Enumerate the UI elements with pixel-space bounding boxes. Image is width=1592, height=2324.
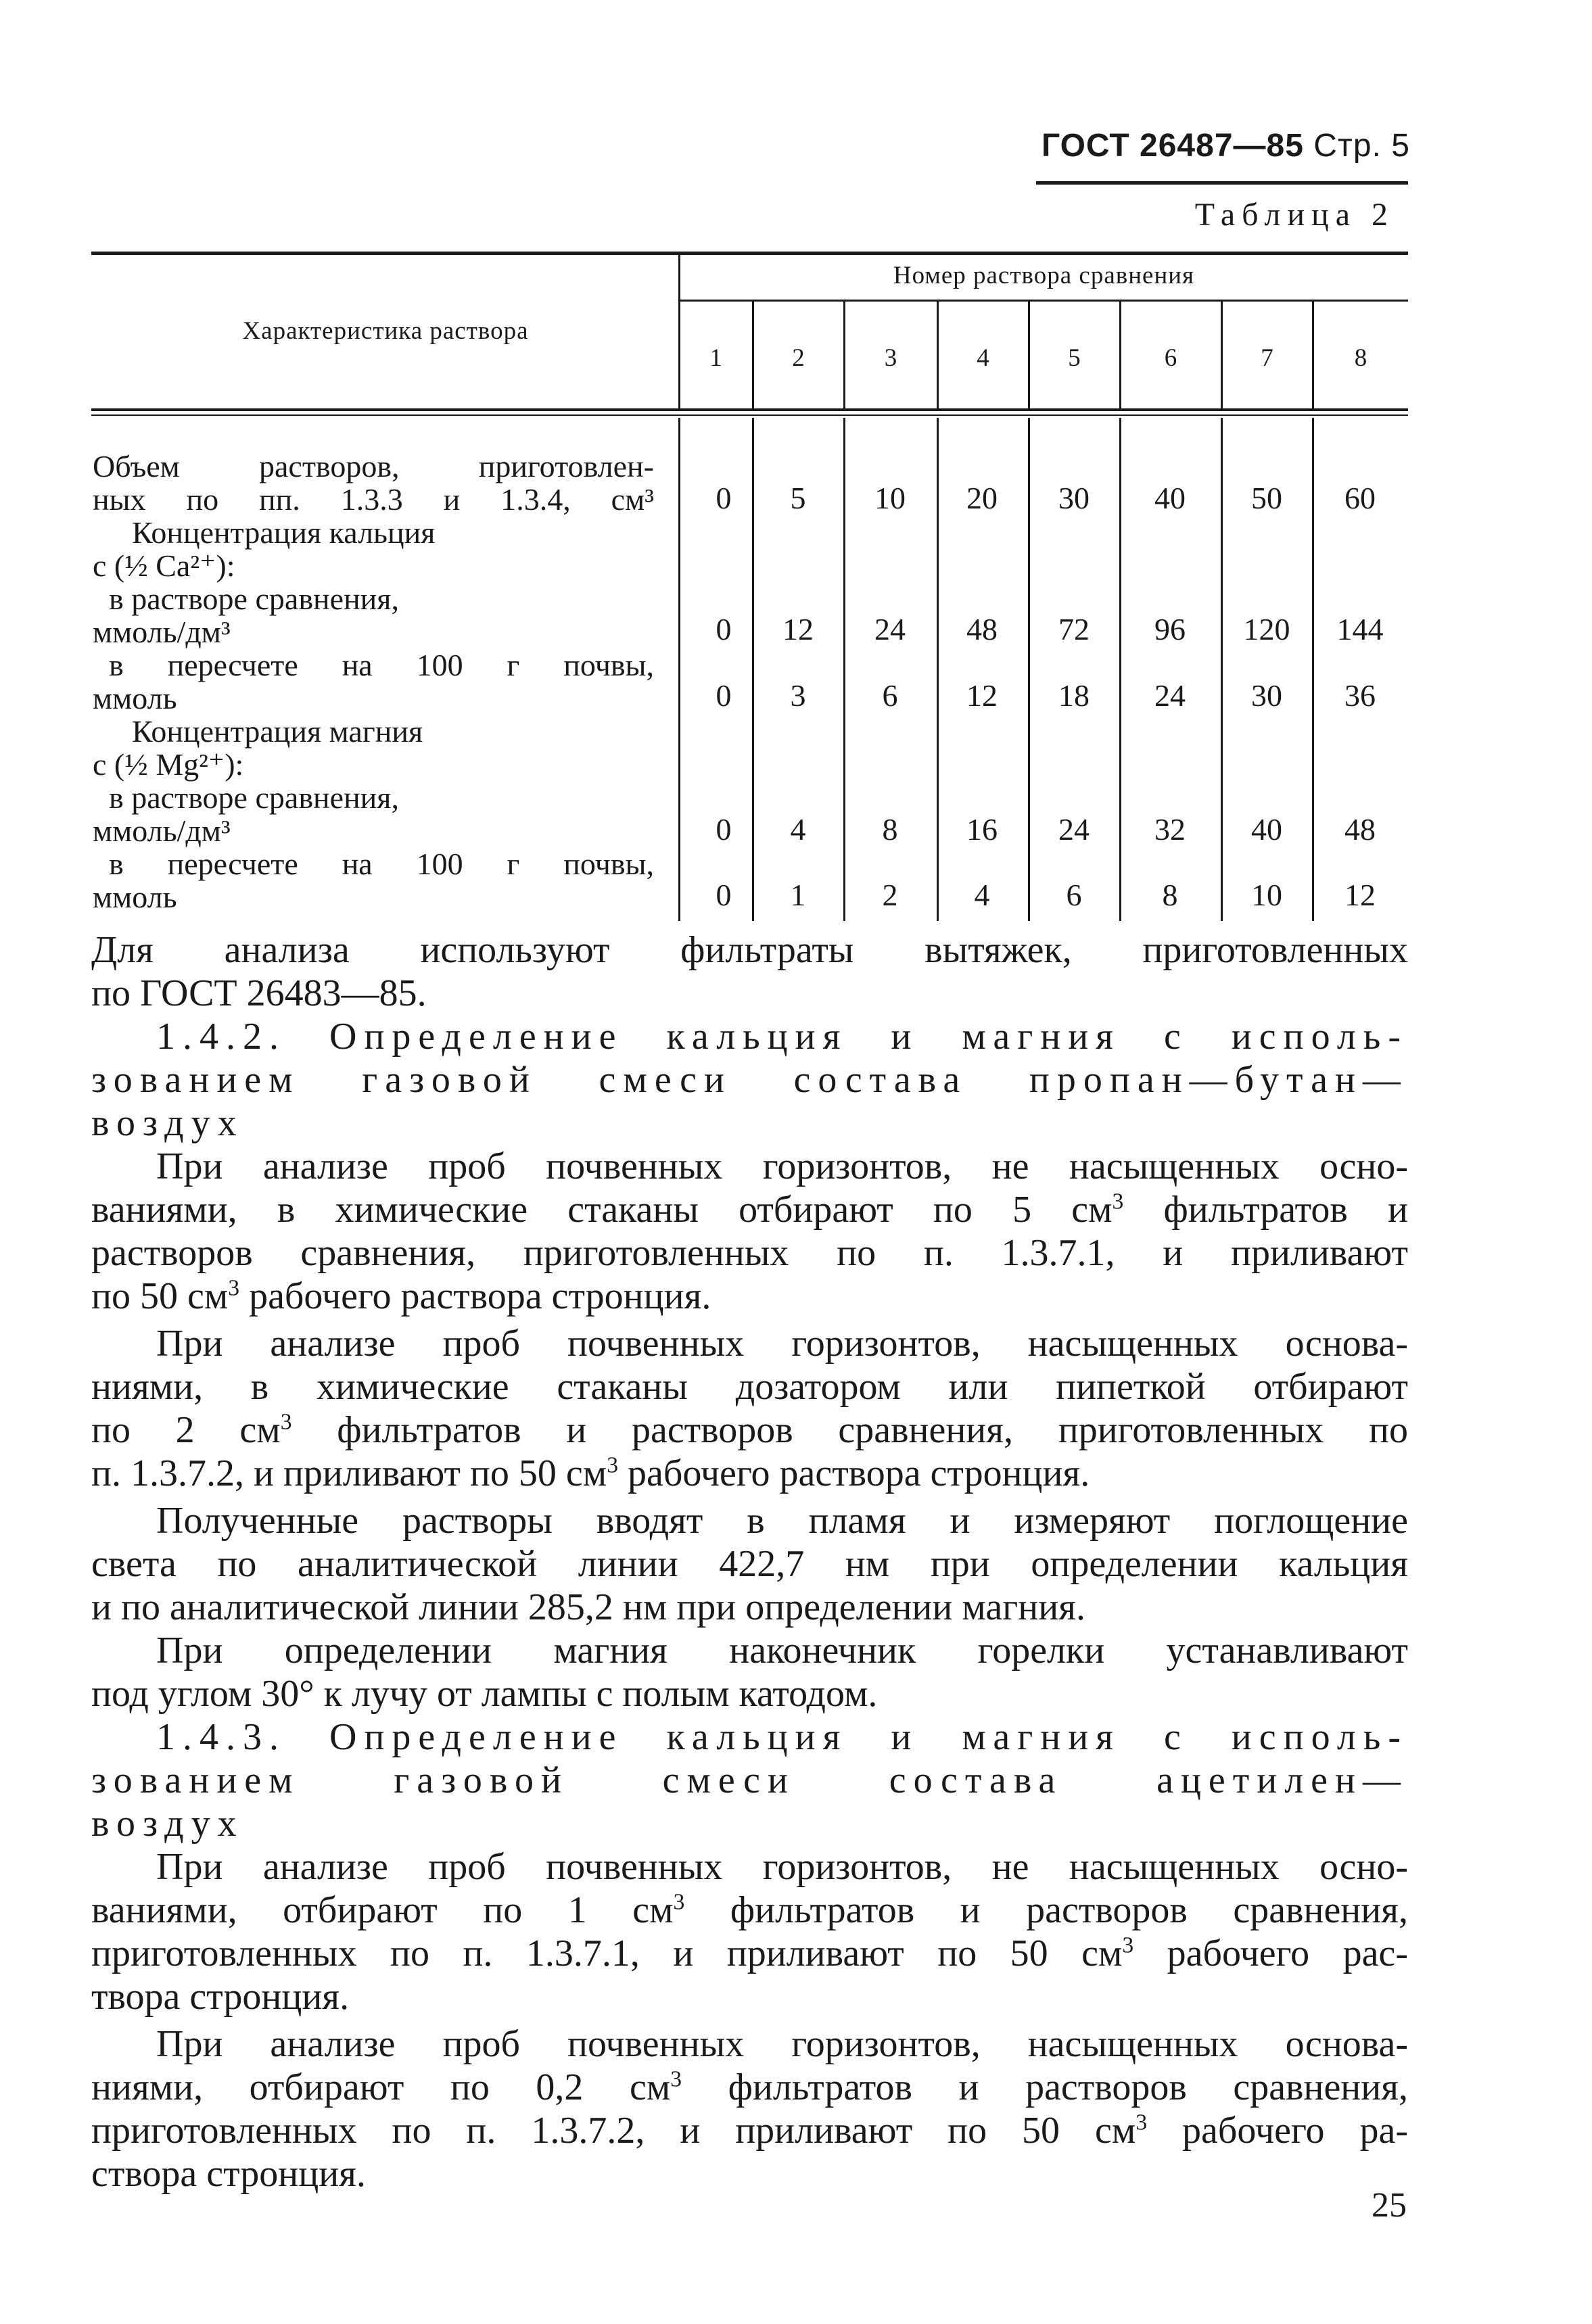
table-cell: 10 xyxy=(874,481,906,515)
row-label: в пересчете на 100 г почвы, xyxy=(109,847,654,881)
column-divider xyxy=(1028,418,1030,921)
table-cell: 24 xyxy=(1154,678,1186,713)
row-label: с (½ Mg²⁺): xyxy=(93,747,244,782)
table-cell: 40 xyxy=(1251,812,1282,847)
paragraph-line: по 2 $см^3$ фильтратов и растворов сравнения, приготовленных по xyxy=(91,1409,1408,1451)
section-heading: воздух xyxy=(91,1102,244,1144)
column-header: 1 xyxy=(709,344,723,372)
paragraph-line: створа стронция. xyxy=(91,2153,366,2195)
column-divider xyxy=(1221,418,1223,921)
table-cell: 96 xyxy=(1154,612,1186,646)
row-header: Характеристика раствора xyxy=(242,317,529,345)
row-label: ных по пп. 1.3.3 и 1.3.4, см³ xyxy=(93,482,654,517)
column-header: 2 xyxy=(792,344,805,372)
page-header xyxy=(1041,127,1410,164)
paragraph-line: твора стронция. xyxy=(91,1976,350,2018)
column-divider xyxy=(843,418,845,921)
paragraph-line: ваниями, отбирают по 1 $см^3$ фильтратов и растворов сравнения, xyxy=(91,1889,1409,1931)
table-cell: 24 xyxy=(1058,812,1090,847)
paragraph-line: и по аналитической линии 285,2 нм при определении магния. xyxy=(91,1586,1085,1628)
table-cell: 10 xyxy=(1251,878,1282,912)
paragraph-line: приготовленных по п. 1.3.7.1, и приливают по 50 $см^3$ рабочего рас- xyxy=(91,1932,1408,1974)
table-cell: 1 xyxy=(790,878,806,912)
row-label: ммоль/дм³ xyxy=(93,813,231,848)
standard-code: ГОСТ 26487—85 xyxy=(1041,128,1304,164)
paragraph-line: ниями, в химические стаканы дозатором или пипеткой отбирают xyxy=(91,1366,1408,1408)
table-cell: 8 xyxy=(1162,878,1178,912)
paragraph-line: При определении магния наконечник горелки устанавливают xyxy=(156,1630,1408,1671)
row-label: Концентрация магния xyxy=(132,714,423,749)
table-cell: 30 xyxy=(1058,481,1090,515)
column-divider xyxy=(678,418,680,921)
paragraph-line: Для анализа используют фильтраты вытяжек, приготовленных xyxy=(91,929,1408,971)
paragraph-line: растворов сравнения, приготовленных по п. 1.3.7.1, и приливают xyxy=(91,1232,1408,1274)
table-cell: 48 xyxy=(966,612,998,646)
table-cell: 60 xyxy=(1344,481,1376,515)
row-label: Объем растворов, приготовлен- xyxy=(93,449,654,483)
table-cell: 3 xyxy=(790,678,806,713)
header-page: Стр. 5 xyxy=(1313,128,1410,164)
row-label: Концентрация кальция xyxy=(132,515,436,550)
table-cell: 144 xyxy=(1336,612,1384,646)
paragraph-line: ваниями, в химические стаканы отбирают по 5 $см^3$ фильтратов и xyxy=(91,1189,1408,1231)
table-cell: 20 xyxy=(966,481,998,515)
table-top-rule xyxy=(91,252,1408,255)
column-divider xyxy=(1312,418,1314,921)
table-cell: 0 xyxy=(716,678,732,713)
table-cell: 72 xyxy=(1058,612,1090,646)
table-cell: 50 xyxy=(1251,481,1282,515)
section-heading: 1.4.3. Определение кальция и магния с исполь- xyxy=(156,1716,1408,1758)
table-cell: 6 xyxy=(1066,878,1082,912)
table-subheader-rule xyxy=(680,300,1408,302)
row-label: ммоль/дм³ xyxy=(93,615,231,649)
column-header: 6 xyxy=(1164,344,1178,372)
section-heading: зованием газовой смеси состава пропан—бутан— xyxy=(91,1059,1408,1101)
table-cell: 0 xyxy=(716,812,732,847)
paragraph-line: по 50 $см^3$ рабочего раствора стронция. xyxy=(91,1275,711,1317)
row-label: с (½ Ca²⁺): xyxy=(93,548,235,583)
table-cell: 6 xyxy=(882,678,898,713)
table-cell: 30 xyxy=(1251,678,1282,713)
column-header: 4 xyxy=(977,344,990,372)
row-label: в растворе сравнения, xyxy=(109,582,399,616)
paragraph-line: приготовленных по п. 1.3.7.2, и приливают по 50 $см^3$ рабочего ра- xyxy=(91,2110,1408,2152)
row-label: в пересчете на 100 г почвы, xyxy=(109,648,654,682)
column-header: 3 xyxy=(884,344,898,372)
section-heading: зованием газовой смеси состава ацетилен— xyxy=(91,1759,1408,1801)
table-cell: 18 xyxy=(1058,678,1090,713)
section-heading: 1.4.2. Определение кальция и магния с исполь- xyxy=(156,1016,1408,1058)
paragraph-line: по ГОСТ 26483—85. xyxy=(91,972,427,1014)
header-rule xyxy=(1036,181,1408,185)
table-cell: 16 xyxy=(966,812,998,847)
column-header: 8 xyxy=(1354,344,1368,372)
group-header: Номер раствора сравнения xyxy=(893,262,1195,289)
column-header: 7 xyxy=(1261,344,1274,372)
paragraph-line: При анализе проб почвенных горизонтов, не насыщенных осно- xyxy=(156,1145,1408,1187)
table-cell: 24 xyxy=(874,612,906,646)
table-cell: 2 xyxy=(882,878,898,912)
table-cell: 12 xyxy=(966,678,998,713)
paragraph-line: света по аналитической линии 422,7 нм при определении кальция xyxy=(91,1543,1408,1585)
table-cell: 32 xyxy=(1154,812,1186,847)
row-label: в растворе сравнения, xyxy=(109,780,399,815)
table-cell: 36 xyxy=(1344,678,1376,713)
section-heading: воздух xyxy=(91,1803,244,1845)
table-cell: 12 xyxy=(782,612,814,646)
column-header: 5 xyxy=(1068,344,1081,372)
table-cell: 4 xyxy=(974,878,990,912)
paragraph-line: Полученные растворы вводят в пламя и измеряют поглощение xyxy=(156,1500,1408,1542)
table-cell: 0 xyxy=(716,612,732,646)
table-caption: Таблица 2 xyxy=(1194,197,1395,233)
page-number: 25 xyxy=(1372,2186,1407,2225)
table-header-rule-thin xyxy=(91,414,1408,416)
table-cell: 12 xyxy=(1344,878,1376,912)
table-cell: 48 xyxy=(1344,812,1376,847)
table-header-rule xyxy=(91,408,1408,411)
row-label: ммоль xyxy=(93,880,177,914)
table-cell: 0 xyxy=(716,481,732,515)
table-cell: 0 xyxy=(716,878,732,912)
table-cell: 4 xyxy=(790,812,806,847)
table-cell: 5 xyxy=(790,481,806,515)
table-cell: 40 xyxy=(1154,481,1186,515)
paragraph-line: п. 1.3.7.2, и приливают по 50 $см^3$ рабочего раствора стронция. xyxy=(91,1452,1090,1494)
row-label: ммоль xyxy=(93,681,177,715)
paragraph-line: При анализе проб почвенных горизонтов, насыщенных основа- xyxy=(156,1323,1408,1365)
table-cell: 120 xyxy=(1243,612,1290,646)
paragraph-line: При анализе проб почвенных горизонтов, не насыщенных осно- xyxy=(156,1846,1408,1888)
column-divider xyxy=(937,418,939,921)
paragraph-line: под углом 30° к лучу от лампы с полым катодом. xyxy=(91,1673,878,1715)
paragraph-line: При анализе проб почвенных горизонтов, насыщенных основа- xyxy=(156,2023,1408,2065)
table-cell: 8 xyxy=(882,812,898,847)
column-divider xyxy=(1119,418,1121,921)
paragraph-line: ниями, отбирают по 0,2 $см^3$ фильтратов и растворов сравнения, xyxy=(91,2066,1409,2108)
